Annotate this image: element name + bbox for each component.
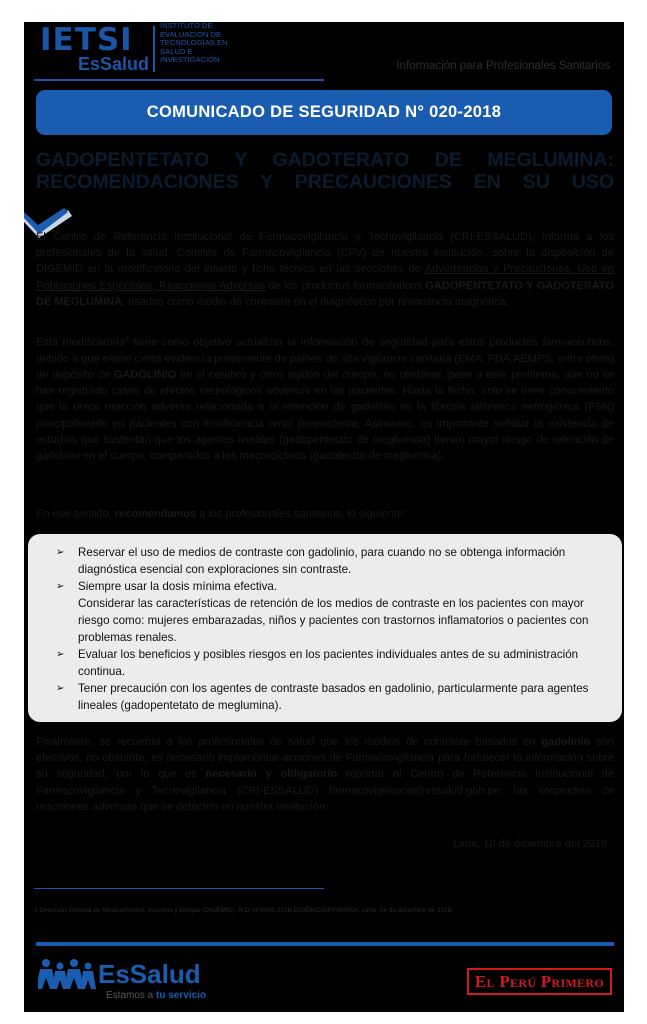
institute-line: INVESTIGACIÓN [160,55,220,65]
ietsi-logo: IETSI [40,22,133,58]
text-run: Finalmente, se recuerda a los profesionales de salud que los medios de contraste basados en [36,736,542,748]
list-item [56,646,600,680]
bold-products: GADOPENTETATO Y GADOTERATO DE MEGLUMINA [36,279,615,308]
footer-bar [36,942,614,946]
slogan-prefix: Estamos a [106,990,154,1001]
text-run: , usados como medio de contraste en el diagnóstico por resonancia magnética. [122,295,509,308]
bold-gadolinio: gadolinio [541,736,591,748]
logo-separator [153,26,155,72]
audience-label: Información para Profesionales Sanitarios [396,60,610,72]
institute-line: SALUD E [160,46,193,56]
list-item [56,544,600,578]
bold-gadolinio: GADOLINIO [113,369,177,382]
essalud-footer-logo: EsSalud [98,959,201,989]
text-run: En ese sentido, [36,508,115,520]
objective-paragraph [36,332,614,464]
footnote-divider [34,888,324,889]
document-page [24,22,624,1012]
text-run: Esta modificatoria [36,336,125,349]
date-closing: Lima, 10 de diciembre del 2018. [453,838,610,850]
bulletin-banner: COMUNICADO DE SEGURIDAD N° 020-2018 [36,90,612,135]
recommendations-list [56,544,600,714]
recommendation-text: Reservar el uso de medios de contraste con gadolinio, para cuando no se obtenga información diagnóstica esencial con exploraciones sin contraste. [78,546,566,576]
slogan-bold: tu servicio [156,990,207,1001]
footnote-marker: 1 [124,336,129,343]
bold-obligatorio: necesario y obligatorio [205,768,338,781]
family-logo-icon [38,958,96,990]
arrow-bullet-icon: ➢ [56,649,65,660]
institute-name [160,22,270,65]
recommendation-text: Evaluar los beneficios y posibles riesgos en los pacientes individuales antes de su administración continua. [78,648,579,678]
intro-paragraph [36,229,614,310]
document-title: GADOPENTETATO Y GADOTERATO DE MEGLUMINA: RECOMENDACIONES Y PRECAUCIONES EN SU USO [36,149,614,193]
recommendations-box [28,534,622,722]
recommendation-text: Siempre usar la dosis mínima efectiva. [78,580,278,593]
arrow-bullet-icon: ➢ [56,547,65,558]
text-run: El Centro de Referencia Institucional de Farmacovigilancia y Tecnovigilancia (CRI-ESSALUD), informa a los profesionales de la salud, Comités de Farmacovigilancia (CFV) de nuestra institución, sobre la disposición de DIGEMID en la modificatoria del inserto y ficha técnica en las secciones de [36,231,614,276]
text-run: tiene como objetivo actualizar la información de seguridad para estos productos farmacéuticos, debido a que existe cierta evidencia proveniente de países de alta vigilancia sanitaria (EMA, FDA,AEMPS, entre otros) de depósito de [36,336,614,382]
recommendation-text: Tener precaución con los agentes de contraste basados en gadolinio, particularmente para agentes lineales (gadopentetato de meglumina). [78,682,589,712]
recommend-intro [36,506,614,522]
text-run: reportar al Centro de Referencia Institucional de Farmacovigilancia y Tecnovigilancia (CRI-ESSALUD) farmacovigilancia@essalud.gob.pe; las sospechas de reacciones adversas que se detecten en nuestra institución. [36,768,615,813]
text-run: son efectivos, no obstante, es necesario implementar acciones de Farmacovigilancia para fortalecer la información sobre su seguridad, por lo que es [36,736,615,781]
peru-primero-logo: El Perú Primero [467,968,612,995]
list-item [56,680,600,714]
institute-line: EVALUACIÓN DE [160,29,222,39]
bold-recomendamos: recomendamos [114,508,197,520]
text-run: en el cerebro y otros tejidos del cuerpo, no obstante, pese a este problema, aún no se han registrado casos de efectos neurológicos adversos en los pacientes. Hasta la fecha, solo se tiene conocimiento que la única reacción adversa relacionada a la retención de gadolinio es la fibrosis sistémica nefrogénica (FSN) principalmente en pacientes con insuficiencia renal preexistente. Asimismo, es importante señalar la existencia de estudios que sustentan que los agentes lineales (gadopentetato de meglumina) tienen mayor riesgo de retención de gadolinio en el cuerpo, comparados a los macrocíclicos (gadoterato de meglumina). [36,369,615,463]
footer-slogan [106,990,206,1001]
list-item [56,578,600,646]
final-paragraph [36,734,614,815]
essalud-logo-text: EsSalud [78,54,150,74]
footnote: 1 Dirección General de Medicamentos, Insumos y Drogas (DIGEMID). R.D. N°8046-2018-DIGEMID/DPF/MIRSA. Lima, 04 de diciembre de 2018. [34,907,454,914]
institute-line: INSTITUTO DE [160,22,213,30]
recommendation-extra: Considerar las características de retención de los medios de contraste en los pacientes con mayor riesgo como: mujeres embarazadas, niños y pacientes con trastornos inflamatorios o pacientes con problemas renales. [78,597,589,644]
text-run: a los profesionales sanitarios, lo siguiente: [196,508,406,520]
arrow-bullet-icon: ➢ [56,581,65,592]
header-divider [34,79,324,81]
text-run: de los productos farmacéuticos [265,279,426,292]
arrow-bullet-icon: ➢ [56,683,65,694]
underlined-sections: Advertencias y Precauciones, Uso en Poblaciones Especiales, Reacciones Adversas [36,263,614,292]
institute-line: TECNOLOGÍAS EN [160,38,228,48]
